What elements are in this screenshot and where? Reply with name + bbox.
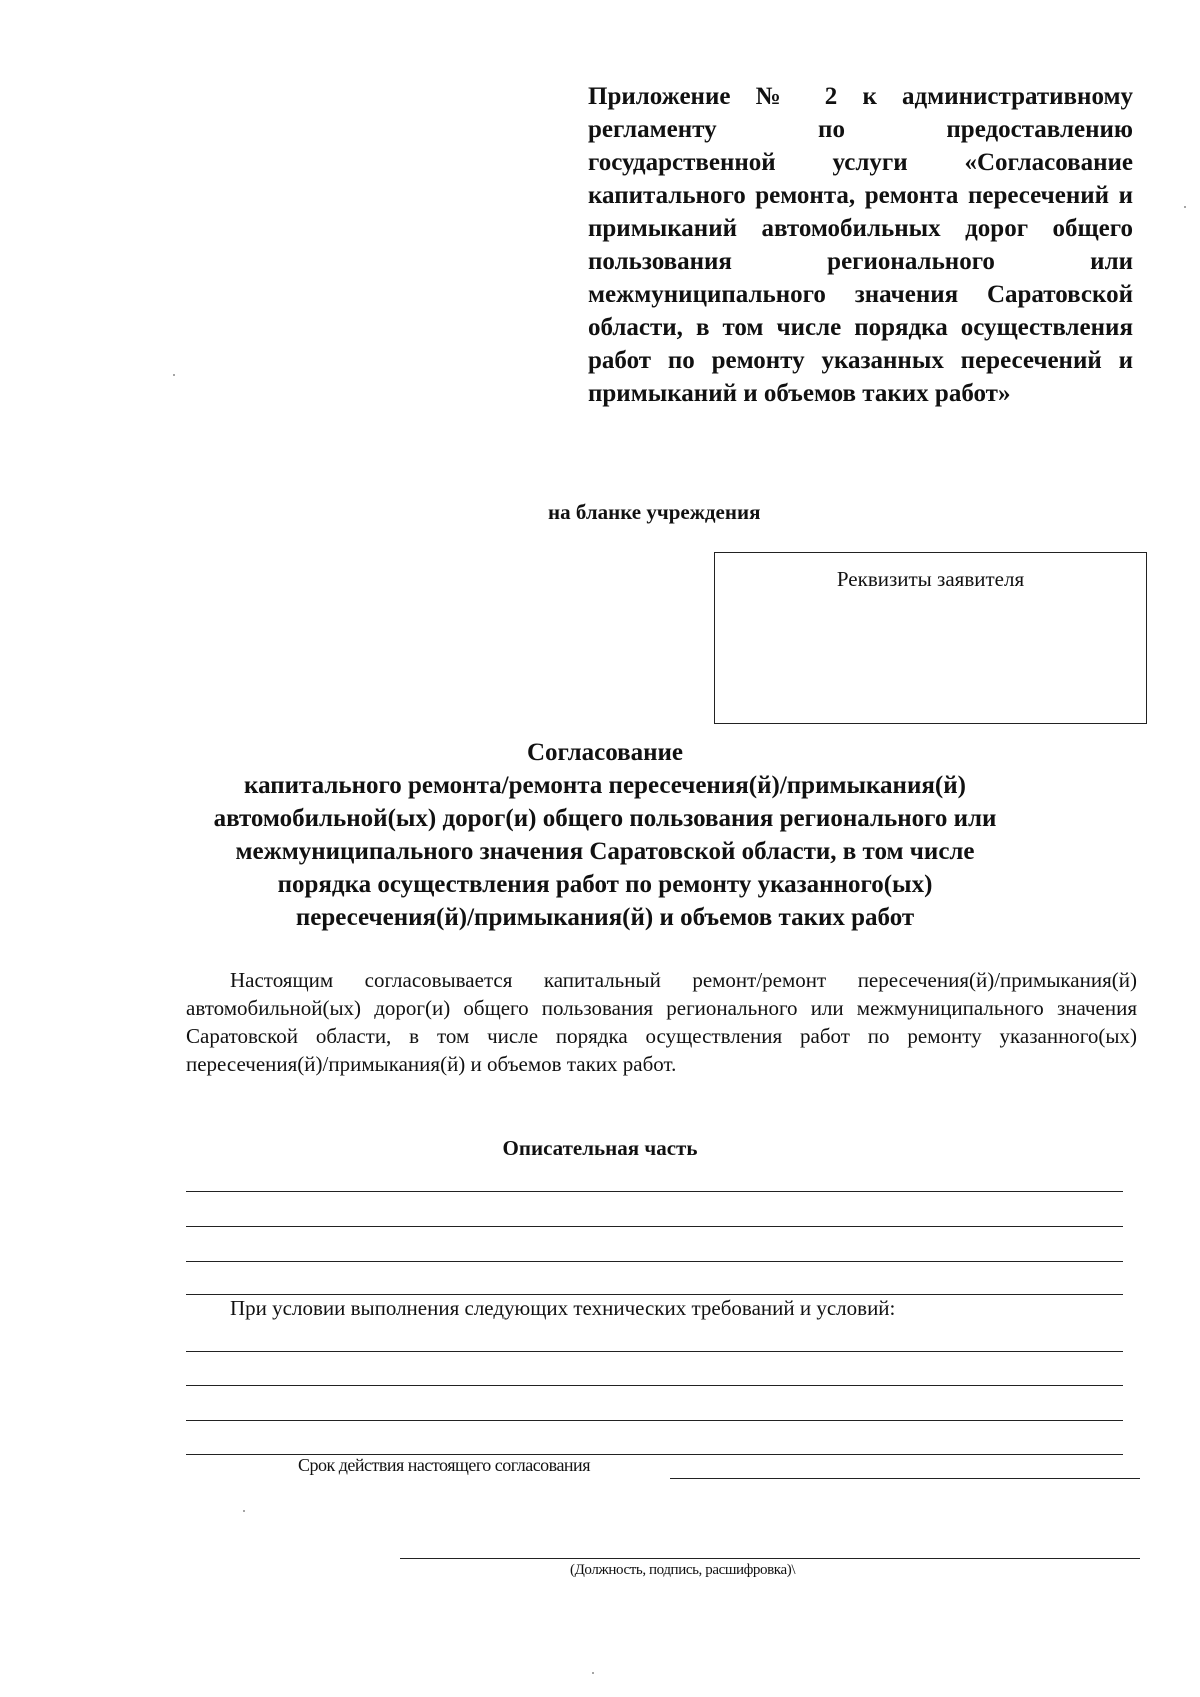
title-line: Согласование: [526, 739, 684, 766]
letterhead-note: на бланке учреждения: [548, 500, 761, 524]
title-line: порядка осуществления работ по ремонту указанного(ых): [277, 871, 933, 898]
title-line: автомобильной(ых) дорог(и) общего пользования регионального или: [213, 805, 997, 832]
scan-speck: [1184, 206, 1186, 208]
descriptive-heading: Описательная часть: [502, 1136, 698, 1160]
title-line: капитального ремонта/ремонта пересечения(й)/примыкания(й): [244, 772, 966, 799]
applicant-details-label: Реквизиты заявителя: [836, 567, 1025, 591]
descriptive-blank-line: [186, 1294, 1123, 1295]
signature-caption: (Должность, подпись, расшифровка)\: [570, 1562, 796, 1578]
validity-label: Срок действия настоящего согласования: [298, 1455, 590, 1475]
title-line: пересечения(й)/примыкания(й) и объемов таких работ: [295, 904, 915, 931]
title-line: межмуниципального значения Саратовской области, в том числе: [235, 838, 975, 865]
descriptive-blank-line: [186, 1226, 1123, 1227]
conditions-blank-line: [186, 1420, 1123, 1421]
intro-paragraph: Настоящим согласовывается капитальный ремонт/ремонт пересечения(й)/примыкания(й) автомобильной(ых) дорог(и) общего пользования регионального или межмуниципального значения Саратовской области, в том числе порядка осуществления работ по ремонту указанного(ых) пересечения(й)/примыкания(й) и объемов таких работ.: [186, 968, 1137, 1076]
appendix-note: Приложение № 2 к административному регламенту по предоставлению государственной услуги «Согласование капитального ремонта, ремонта пересечений и примыканий автомобильных дорог общего пользования регионального или межмуниципального значения Саратовской области, в том числе порядка осуществления работ по ремонту указанных пересечений и примыканий и объемов таких работ»: [588, 83, 1133, 407]
conditions-blank-line: [186, 1385, 1123, 1386]
applicant-details-box: [714, 552, 1147, 724]
document-title: [180, 736, 1030, 934]
conditions-blank-line: [186, 1351, 1123, 1352]
scan-speck: [243, 1510, 245, 1512]
scan-speck: [173, 374, 175, 376]
descriptive-blank-line: [186, 1261, 1123, 1262]
signature-blank-line: [400, 1558, 1140, 1559]
descriptive-blank-line: [186, 1191, 1123, 1192]
conditions-label: При условии выполнения следующих технических требований и условий:: [230, 1296, 896, 1320]
scan-speck: [592, 1672, 594, 1674]
validity-blank-line: [670, 1478, 1140, 1479]
